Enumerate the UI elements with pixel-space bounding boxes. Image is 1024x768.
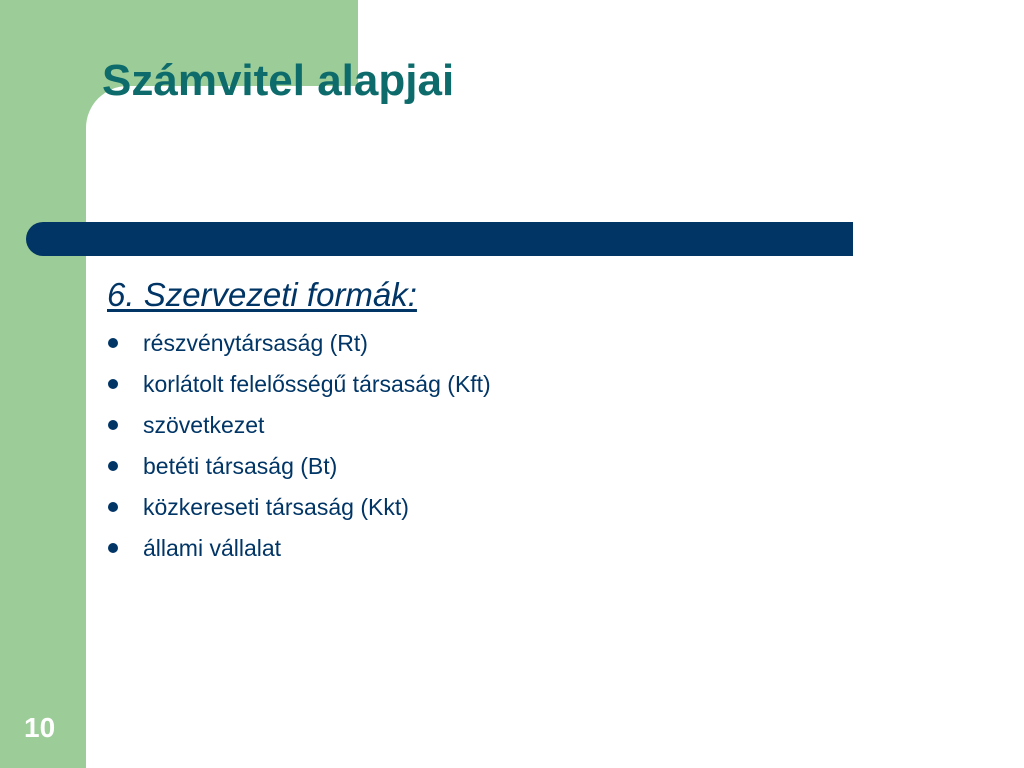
- list-item-text: betéti társaság (Bt): [143, 453, 338, 479]
- page-number: 10: [24, 712, 56, 743]
- bullet-icon: [108, 379, 118, 389]
- list-item-text: közkereseti társaság (Kkt): [143, 494, 409, 520]
- bullet-icon: [108, 543, 118, 553]
- bullet-icon: [108, 420, 118, 430]
- slide-title: Számvitel alapjai: [102, 56, 455, 105]
- divider-bar: [26, 222, 853, 256]
- bullet-icon: [108, 502, 118, 512]
- bullet-icon: [108, 338, 118, 348]
- list-item-text: állami vállalat: [143, 535, 282, 561]
- list-item-text: részvénytársaság (Rt): [143, 330, 368, 356]
- section-heading: 6. Szervezeti formák:: [107, 276, 417, 313]
- list-item-text: szövetkezet: [143, 412, 265, 438]
- bullet-icon: [108, 461, 118, 471]
- list-item-text: korlátolt felelősségű társaság (Kft): [143, 371, 491, 397]
